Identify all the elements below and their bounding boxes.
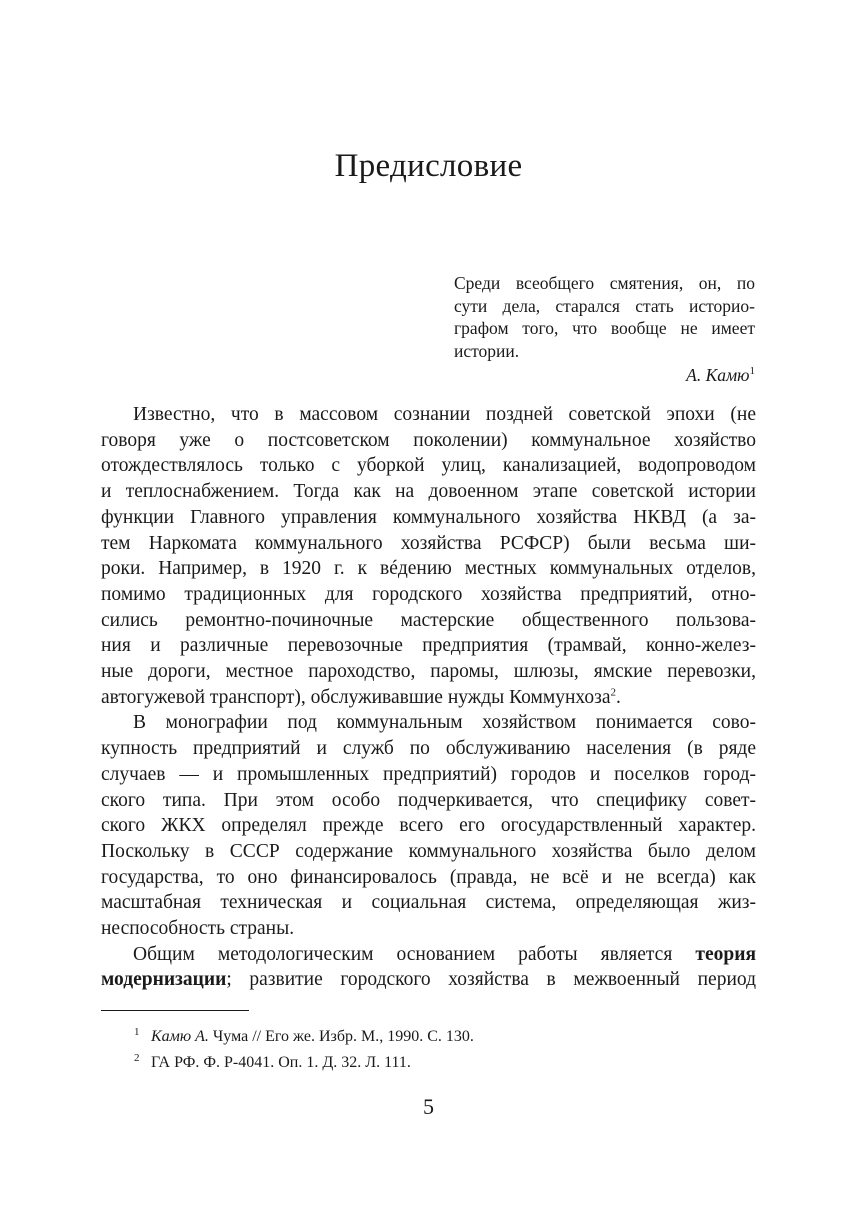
text-line-content: ; развитие городского хозяйства в межвоенный период <box>226 969 756 991</box>
sentence-end: . <box>616 686 621 708</box>
emphasis-term: модернизации <box>101 969 227 991</box>
paragraph-1 <box>101 402 756 710</box>
text-line: В монографии под коммунальным хозяйством понимается сово- <box>133 712 756 734</box>
footnote-divider <box>101 1010 249 1011</box>
epigraph-line: сути дела, старался стать историо- <box>454 295 755 316</box>
text-line: государства, то оно финансировалось (правда, не всё и не всегда) как <box>101 866 756 888</box>
footnote-ref-1[interactable]: 1 <box>749 365 755 378</box>
text-line: купность предприятий и служб по обслуживанию населения (в ряде <box>101 738 756 760</box>
text-line: роки. Например, в 1920 г. к вéдению местных коммунальных отделов, <box>101 558 756 580</box>
text-line-content: Общим методологическим основанием работы является <box>133 943 696 965</box>
text-line <box>101 942 756 968</box>
epigraph <box>454 272 755 387</box>
paragraph-3 <box>101 942 756 993</box>
epigraph-line: Среди всеобщего смятения, он, по <box>454 273 755 293</box>
text-line <box>101 967 756 993</box>
text-line: сились ремонтно-починочные мастерские общественного пользова- <box>101 609 756 631</box>
text-line: функции Главного управления коммунального хозяйства НКВД (а за- <box>101 506 756 528</box>
footnote-text: Чума // Его же. Избр. М., 1990. С. 130. <box>208 1028 474 1045</box>
text-line: ского ЖКХ определял прежде всего его огосударствленный характер. <box>101 815 756 837</box>
text-line: говоря уже о постсоветском поколении) коммунальное хозяйство <box>101 429 756 451</box>
footnote-1: 1 Камю А. Чума // Его же. Избр. М., 1990. С. 130. <box>134 1025 474 1045</box>
epigraph-line: графом того, что вообще не имеет <box>454 318 755 338</box>
text-line <box>101 685 756 711</box>
text-line: тем Наркомата коммунального хозяйства РСФСР) были весьма ши- <box>101 532 756 554</box>
page-number: 5 <box>423 1094 434 1119</box>
text-line: и теплоснабжением. Тогда как на довоенном этапе советской истории <box>101 481 756 503</box>
epigraph-author <box>454 364 755 387</box>
footnote-ref-2[interactable]: 2 <box>610 686 617 699</box>
text-line: Известно, что в массовом сознании поздней советской эпохи (не <box>133 404 756 425</box>
text-line: ского типа. При этом особо подчеркивается, что специфику совет- <box>101 789 756 811</box>
text-line-content: автогужевой транспорт), обслуживавшие нужды Коммунхоза <box>101 686 611 708</box>
main-text <box>101 402 756 993</box>
footnote-2: 2 ГА РФ. Ф. Р-4041. Оп. 1. Д. 32. Л. 111. <box>134 1051 411 1071</box>
text-line: неспособность страны. <box>101 918 295 940</box>
footnotes <box>134 1024 756 1076</box>
epigraph-line: истории. <box>454 340 520 361</box>
footnote-author: Камю А. <box>151 1028 209 1045</box>
epigraph-author-name: А. Камю <box>686 365 750 385</box>
text-line: отождествлялось только с уборкой улиц, канализацией, водопроводом <box>101 455 756 477</box>
text-line: Поскольку в СССР содержание коммунального хозяйства было делом <box>101 840 756 862</box>
text-line: ния и различные перевозочные предприятия (трамвай, конно-желез- <box>101 635 756 657</box>
paragraph-2 <box>101 710 756 941</box>
text-line: ные дороги, местное пароходство, паромы, шлюзы, ямские перевозки, <box>101 661 756 683</box>
chapter-title: Предисловие <box>334 148 523 184</box>
text-line: случаев — и промышленных предприятий) городов и поселков город- <box>101 763 756 785</box>
emphasis-term: теория <box>695 943 756 965</box>
text-line: помимо традиционных для городского хозяйства предприятий, отно- <box>101 583 756 605</box>
footnote-text: ГА РФ. Ф. Р-4041. Оп. 1. Д. 32. Л. 111. <box>151 1054 411 1071</box>
text-line: масштабная техническая и социальная система, определяющая жиз- <box>101 892 756 914</box>
